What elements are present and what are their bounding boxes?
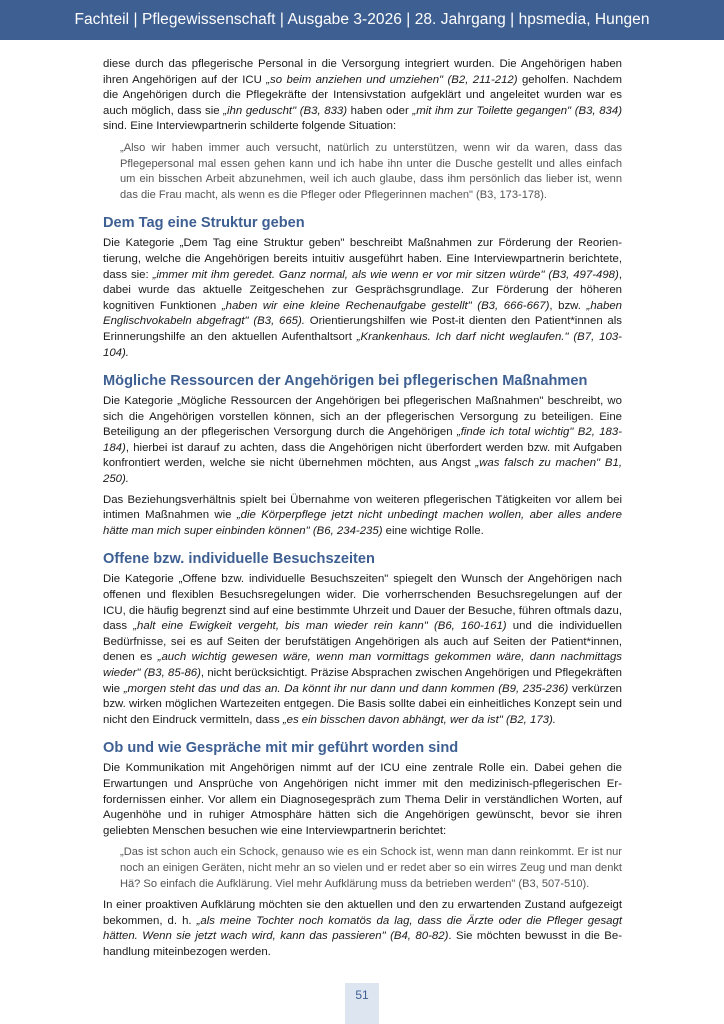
inline-quote: „haben wir eine kleine Rechenaufgabe gestellt" (B3, 666-667) bbox=[221, 299, 550, 312]
text-run: diese durch das pflegerische Personal in die Versorgung integriert wurden. Die Angehörigen haben ihren Angehörigen auf der ICU bbox=[103, 58, 622, 86]
text-run: , bzw. bbox=[549, 299, 587, 312]
inline-quote: „so beim anziehen und umziehen" (B2, 211-212) bbox=[266, 73, 518, 86]
inline-quote: „morgen steht das und das an. Da könnt ihr nur dann und dann kommen (B9, 235-236) bbox=[123, 682, 569, 695]
text-run: verkürzen bzw. wirken möglichen Wartezeiten entgegen. Die Basis sollte dabei ein einheitliches Konzept sein und nicht den Eindruck vermitteln, dass bbox=[103, 682, 622, 726]
article-body bbox=[103, 57, 622, 961]
inline-quote: „immer mit ihm geredet. Ganz normal, als wie wenn er vor mir sitzen würde" (B3, 497-498) bbox=[152, 268, 619, 281]
text-run: eine wichtige Rolle. bbox=[382, 524, 484, 537]
text-run: , dabei wurde das aktuelle Zeitgeschehen zur Gesprächsgrundlage. Zur Förderung der höheren kognitiven Funktionen bbox=[103, 268, 622, 312]
text-run: In einer proaktiven Aufklärung möchten sie den aktuellen und den zu erwartenden Zustand aufgezeigt bekommen, d. h. bbox=[103, 899, 622, 927]
section-paragraph bbox=[103, 493, 622, 540]
section-paragraph bbox=[103, 394, 622, 488]
text-run: sind. Eine Interviewpartnerin schilderte folgende Situation: bbox=[103, 120, 397, 133]
header-title: Fachteil | Pflegewissenschaft | Ausgabe 3-2026 | 28. Jahrgang | hpsmedia, Hungen bbox=[74, 11, 650, 28]
text-run: Die Kategorie „Offene bzw. individuelle Besuchszeiten" spiegelt den Wunsch der Angehörigen nach offenen und flexiblen Besuchsregelungen wider. Die vorherrschenden Besuchsregelungen auf der ICU, die häufig begrenzt sind auf eine bestimmte Uhrzeit und Dauer der Besuche, führen oftmals dazu, dass bbox=[103, 573, 622, 633]
inline-quote: „die Körperpflege jetzt nicht unbedingt machen wollen, aber alles andere hätte man mich super einbinden können" (B6, 234-235) bbox=[103, 509, 622, 537]
section-paragraph bbox=[103, 898, 622, 960]
inline-quote: „finde ich total wichtig" B2, 183-184) bbox=[103, 426, 622, 454]
inline-quote: „ihn geduscht" (B3, 833) bbox=[223, 104, 348, 117]
text-run: geholfen. Nachdem die Angehörigen durch die Pflegekräfte der Intensivstation aufgeklärt und angeleitet wurden war es auch möglich, dass sie bbox=[103, 73, 622, 117]
text-run: . Sie möchten bewusst in die Behandlung miteinbezogen werden. bbox=[103, 930, 622, 958]
section-heading: Mögliche Ressourcen der Angehörigen bei pflegerischen Maßnahmen bbox=[103, 373, 588, 390]
page-number-label: 51 bbox=[355, 988, 369, 1002]
text-run: , nicht berücksichtigt. Präzise Absprachen zwischen Angehörigen und Pflegekräften wie bbox=[103, 667, 622, 695]
text-run: haben oder bbox=[347, 104, 413, 117]
inline-quote: „haben Englischvokabeln abgefragt" (B3, 665). bbox=[103, 299, 622, 328]
inline-quote: „halt eine Ewigkeit vergeht, bis man wieder rein kann" (B6, 160-161) bbox=[133, 620, 507, 633]
inline-quote: „es ein bisschen davon abhängt, wer da ist" (B2, 173). bbox=[282, 713, 556, 726]
section-paragraph: Die Kommunikation mit Angehörigen nimmt auf der ICU eine zentrale Rolle ein. Dabei gehen die Erwartungen und Ansprüche von Angehörigen nicht immer mit den medizinisch-pflegerischen Erfordernissen einher. Vor allem ein Diagnosegespräch zum Thema Delir in verständlichen Worten, auf Augenhöhe und in ruhiger Atmosphäre hätten sich die Angehörigen gewünscht, bevor sie ihren geliebten Menschen besuchen wie eine Interviewpartnerin berichtet: bbox=[103, 762, 622, 837]
section-paragraph bbox=[103, 572, 622, 728]
text-run: Orientierungshilfen wie Post-it dienten den Patient*innen als Erinnerungshilfe an den aktuellen Aufenthaltsort bbox=[103, 315, 622, 343]
text-run: Die Kategorie „Mögliche Ressourcen der Angehörigen bei pflegerischen Maßnahmen" beschreibt, wo sich die Angehörigen vorstellen können, sich an der pflegerischen Versorgung zu beteiligen. Eine Beteiligung an der pflegerischen Versorgung durch die Angehörigen bbox=[103, 395, 622, 439]
text-run: und die individuellen Bedürfnisse, sei es auf Seiten der berufstätigen Angehörigen als auch auf Seiten der Patient*innen, denen es bbox=[103, 620, 622, 664]
section-heading: Dem Tag eine Struktur geben bbox=[103, 215, 305, 232]
intro-paragraph bbox=[103, 57, 622, 135]
page-number bbox=[345, 983, 379, 1024]
inline-quote: „was falsch zu machen" B1, 250). bbox=[103, 457, 622, 486]
section-heading: Ob und wie Gespräche mit mir geführt worden sind bbox=[103, 740, 459, 757]
block-quote: „Das ist schon auch ein Schock, genauso wie es ein Schock ist, wenn man dann reinkommt. Er ist nur noch an einigen Geräten, nicht mehr an so vielen und er redet aber so ein wirres Zeug und man denkt Hä? So einfach die Aufklärung. Viel mehr Aufklärung muss da betrieben werden" (B3, 507-510). bbox=[120, 846, 622, 890]
inline-quote: „als meine Tochter noch komatös da lag, dass die Ärzte oder die Pfleger gesagt hätten. Wenn sie jetzt wach wird, kann das passieren" (B4, 80-82) bbox=[103, 914, 622, 943]
text-run: Die Kategorie „Dem Tag eine Struktur geben" beschreibt Maßnahmen zur Förderung der Reorientierung, welche die Angehörigen bereits intuitiv ausgeführt haben. Eine Interviewpartnerin berichtete, dass sie: bbox=[103, 237, 622, 281]
text-run: , hierbei ist darauf zu achten, dass die Angehörigen nicht überfordert werden bzw. mit Aufgaben konfrontiert werden, welche sie nicht übernehmen möchten, aus Angst bbox=[103, 441, 622, 470]
section-heading: Offene bzw. individuelle Besuchszeiten bbox=[103, 551, 375, 568]
text-run: Das Beziehungsverhältnis spielt bei Übernahme von weiteren pflegerischen Tätigkeiten vor allem bei intimen Maßnahmen wie bbox=[103, 493, 622, 522]
block-quote: „Also wir haben immer auch versucht, natürlich zu unterstützen, wenn wir da waren, dass das Pflegepersonal mal essen gehen kann und ich habe ihn unter die Dusche gestellt und alles einfach um ein bisschen Arbeit abzunehmen, weil ich auch glaube, dass ihm persönlich das lieber ist, wenn das die Frau macht, als wenn es die Pfleger oder Pflegerinnen machen" (B3, 173-178). bbox=[120, 141, 622, 201]
journal-header bbox=[0, 0, 724, 40]
inline-quote: „mit ihm zur Toilette gegangen" (B3, 834) bbox=[412, 104, 623, 117]
inline-quote: „Krankenhaus. Ich darf nicht weglaufen." (B7, 103-104). bbox=[103, 330, 622, 359]
inline-quote: „auch wichtig gewesen wäre, wenn man vormittags gekommen wäre, dann nachmittags wieder" (B3, 85-86) bbox=[103, 651, 622, 679]
section-paragraph bbox=[103, 236, 622, 361]
